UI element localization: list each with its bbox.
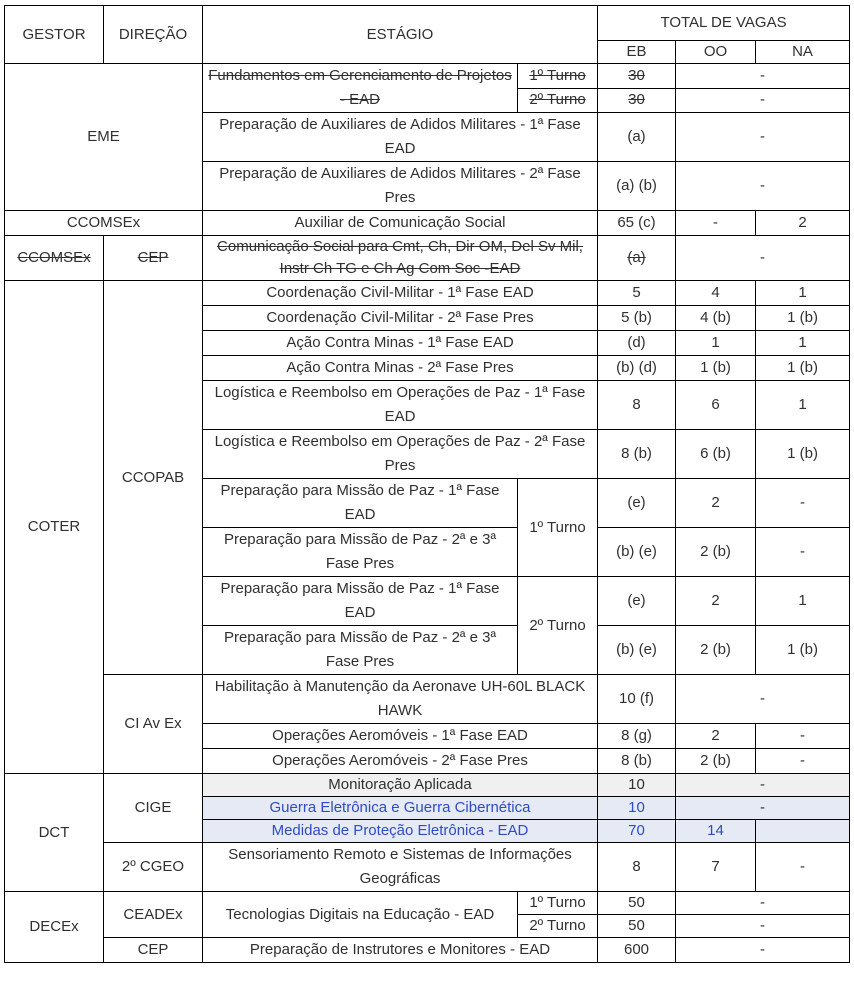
header-oo: OO — [676, 41, 756, 64]
turno-cell: 1º Turno — [518, 64, 598, 89]
eb-cell: (a) — [598, 236, 676, 281]
oo-cell: 2 (b) — [676, 626, 756, 675]
eb-cell: 8 (b) — [598, 749, 676, 774]
table-row — [5, 892, 850, 915]
table-row — [5, 281, 850, 306]
eb-cell: 5 — [598, 281, 676, 306]
vagas-rest-cell: - — [676, 915, 850, 938]
eb-cell: 10 — [598, 797, 676, 820]
estagio-cell: Preparação de Auxiliares de Adidos Militares - 2ª Fase Pres — [203, 162, 598, 211]
oo-cell: 2 — [676, 479, 756, 528]
direcao-cell: CEP — [104, 236, 203, 281]
estagio-cell: Habilitação à Manutenção da Aeronave UH-60L BLACK HAWK — [203, 675, 598, 724]
estagio-cell: Preparação para Missão de Paz - 2ª e 3ª Fase Pres — [203, 528, 518, 577]
gestor-cell: COTER — [5, 281, 104, 774]
estagio-cell: Monitoração Aplicada — [203, 774, 598, 797]
estagio-cell: Preparação para Missão de Paz - 1ª Fase EAD — [203, 479, 518, 528]
header-total-vagas: TOTAL DE VAGAS — [598, 6, 850, 41]
eb-cell: 8 (g) — [598, 724, 676, 749]
table-row — [5, 938, 850, 963]
estagio-cell: Tecnologias Digitais na Educação - EAD — [203, 892, 518, 938]
table-row — [5, 675, 850, 724]
gestor-cell: DECEx — [5, 892, 104, 963]
gestor-cell: CCOMSEx — [5, 211, 203, 236]
eb-cell: 50 — [598, 915, 676, 938]
vagas-rest-cell: - — [676, 236, 850, 281]
eb-cell: (e) — [598, 479, 676, 528]
na-cell: 1 (b) — [756, 430, 850, 479]
oo-cell: 2 (b) — [676, 749, 756, 774]
header-row — [5, 6, 850, 41]
direcao-cell: CEP — [104, 938, 203, 963]
turno-cell: 1º Turno — [518, 479, 598, 577]
eb-cell: (b) (d) — [598, 356, 676, 381]
vagas-rest-cell: - — [676, 162, 850, 211]
oo-cell: 14 — [676, 820, 756, 843]
table-row — [5, 211, 850, 236]
estagio-cell: Coordenação Civil-Militar - 1ª Fase EAD — [203, 281, 598, 306]
eb-cell: 10 (f) — [598, 675, 676, 724]
eb-cell: 30 — [598, 64, 676, 89]
oo-cell: - — [676, 211, 756, 236]
header-gestor: GESTOR — [5, 6, 104, 64]
estagio-cell: Sensoriamento Remoto e Sistemas de Informações Geográficas — [203, 843, 598, 892]
table-row — [5, 64, 850, 89]
eb-cell: 8 — [598, 381, 676, 430]
oo-cell: 2 — [676, 724, 756, 749]
direcao-cell: CCOPAB — [104, 281, 203, 675]
eb-cell: (d) — [598, 331, 676, 356]
oo-cell: 7 — [676, 843, 756, 892]
estagio-cell: Preparação para Missão de Paz - 1ª Fase EAD — [203, 577, 518, 626]
oo-cell: 4 — [676, 281, 756, 306]
oo-cell: 6 (b) — [676, 430, 756, 479]
oo-cell: 2 — [676, 577, 756, 626]
vagas-rest-cell: - — [676, 774, 850, 797]
eb-cell: 8 — [598, 843, 676, 892]
na-cell: 1 — [756, 281, 850, 306]
estagio-cell: Fundamentos em Gerenciamento de Projetos - EAD — [203, 64, 518, 113]
eb-cell: (a) — [598, 113, 676, 162]
na-cell: - — [756, 724, 850, 749]
eb-cell: (e) — [598, 577, 676, 626]
vagas-rest-cell: - — [676, 675, 850, 724]
estagio-cell: Guerra Eletrônica e Guerra Cibernética — [203, 797, 598, 820]
header-estagio: ESTÁGIO — [203, 6, 598, 64]
estagio-cell: Ação Contra Minas - 2ª Fase Pres — [203, 356, 598, 381]
turno-cell: 2º Turno — [518, 577, 598, 675]
eb-cell: 5 (b) — [598, 306, 676, 331]
vagas-rest-cell: - — [676, 88, 850, 113]
direcao-cell: 2º CGEO — [104, 843, 203, 892]
estagio-cell: Preparação de Instrutores e Monitores - EAD — [203, 938, 598, 963]
estagio-cell: Operações Aeromóveis - 2ª Fase Pres — [203, 749, 598, 774]
turno-cell: 2º Turno — [518, 88, 598, 113]
direcao-cell: CI Av Ex — [104, 675, 203, 774]
gestor-cell: EME — [5, 64, 203, 211]
na-cell: 1 — [756, 577, 850, 626]
direcao-cell: CIGE — [104, 774, 203, 843]
direcao-cell: CEADEx — [104, 892, 203, 938]
eb-cell: 30 — [598, 88, 676, 113]
estagio-cell: Preparação para Missão de Paz - 2ª e 3ª Fase Pres — [203, 626, 518, 675]
estagio-cell: Medidas de Proteção Eletrônica - EAD — [203, 820, 598, 843]
estagio-cell: Auxiliar de Comunicação Social — [203, 211, 598, 236]
na-cell — [756, 820, 850, 843]
oo-cell: 1 (b) — [676, 356, 756, 381]
eb-cell: (b) (e) — [598, 626, 676, 675]
na-cell: 2 — [756, 211, 850, 236]
na-cell: - — [756, 479, 850, 528]
vagas-table — [4, 5, 850, 963]
eb-cell: 50 — [598, 892, 676, 915]
na-cell: - — [756, 843, 850, 892]
oo-cell: 4 (b) — [676, 306, 756, 331]
na-cell: 1 (b) — [756, 626, 850, 675]
eb-cell: 600 — [598, 938, 676, 963]
oo-cell: 2 (b) — [676, 528, 756, 577]
table-row — [5, 236, 850, 281]
table-row — [5, 774, 850, 797]
oo-cell: 6 — [676, 381, 756, 430]
gestor-cell: CCOMSEx — [5, 236, 104, 281]
vagas-rest-cell: - — [676, 113, 850, 162]
vagas-rest-cell: - — [676, 892, 850, 915]
na-cell: - — [756, 528, 850, 577]
gestor-cell: DCT — [5, 774, 104, 892]
vagas-rest-cell: - — [676, 64, 850, 89]
eb-cell: (b) (e) — [598, 528, 676, 577]
header-na: NA — [756, 41, 850, 64]
eb-cell: (a) (b) — [598, 162, 676, 211]
estagio-cell: Logística e Reembolso em Operações de Paz - 2ª Fase Pres — [203, 430, 598, 479]
eb-cell: 8 (b) — [598, 430, 676, 479]
na-cell: - — [756, 749, 850, 774]
vagas-rest-cell: - — [676, 797, 850, 820]
na-cell: 1 — [756, 331, 850, 356]
vagas-rest-cell: - — [676, 938, 850, 963]
turno-cell: 2º Turno — [518, 915, 598, 938]
eb-cell: 10 — [598, 774, 676, 797]
estagio-cell: Operações Aeromóveis - 1ª Fase EAD — [203, 724, 598, 749]
na-cell: 1 (b) — [756, 306, 850, 331]
eb-cell: 65 (c) — [598, 211, 676, 236]
eb-cell: 70 — [598, 820, 676, 843]
na-cell: 1 — [756, 381, 850, 430]
estagio-cell: Comunicação Social para Cmt, Ch, Dir OM, Del Sv Mil, Instr Ch TG e Ch Ag Com Soc -EAD — [203, 236, 598, 281]
oo-cell: 1 — [676, 331, 756, 356]
header-direcao: DIREÇÃO — [104, 6, 203, 64]
na-cell: 1 (b) — [756, 356, 850, 381]
estagio-cell: Logística e Reembolso em Operações de Paz - 1ª Fase EAD — [203, 381, 598, 430]
estagio-cell: Preparação de Auxiliares de Adidos Militares - 1ª Fase EAD — [203, 113, 598, 162]
table-row — [5, 843, 850, 892]
header-eb: EB — [598, 41, 676, 64]
turno-cell: 1º Turno — [518, 892, 598, 915]
estagio-cell: Ação Contra Minas - 1ª Fase EAD — [203, 331, 598, 356]
estagio-cell: Coordenação Civil-Militar - 2ª Fase Pres — [203, 306, 598, 331]
